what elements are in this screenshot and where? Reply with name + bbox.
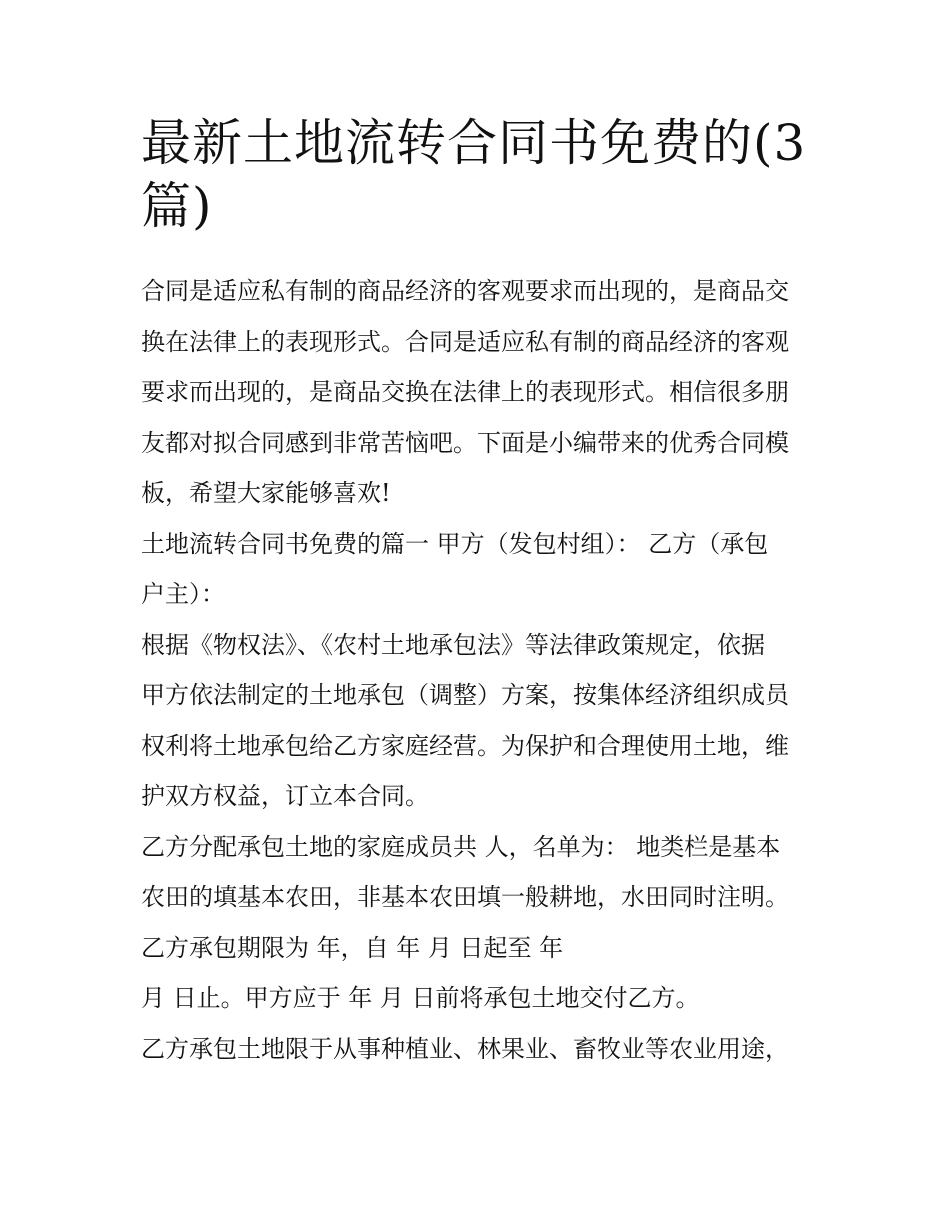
title-line-1: 最新土地流转合同书免费的(3 [141,114,807,172]
text-line: 友都对拟合同感到非常苦恼吧。下面是小编带来的优秀合同模 [141,428,789,457]
paragraph-usage [141,1024,813,1075]
document-title [141,112,813,238]
text-line: 换在法律上的表现形式。合同是适应私有制的商品经济的客观 [141,327,789,356]
text-line: 农田的填基本农田，非基本农田填一般耕地，水田同时注明。 [141,883,789,911]
text-line: 乙方承包期限为 年，自 年 月 日起至 年 [141,933,564,962]
text-line: 根据《物权法》、《农村土地承包法》等法律政策规定，依据 [141,630,765,659]
paragraph-intro [141,266,813,519]
document-page [141,112,813,1074]
text-line: 乙方承包土地限于从事种植业、林果业、畜牧业等农业用途， [141,1034,789,1063]
text-line: 权利将土地承包给乙方家庭经营。为保护和合理使用土地，维 [141,731,789,760]
text-line: 月 日止。甲方应于 年 月 日前将承包土地交付乙方。 [141,984,700,1012]
text-line: 户主）： [141,580,225,608]
text-line: 要求而出现的，是商品交换在法律上的表现形式。相信很多朋 [141,378,789,406]
paragraph-basis [141,620,813,822]
title-line-2: 篇) [141,177,213,235]
text-line: 护双方权益，订立本合同。 [141,782,429,810]
text-line: 甲方依法制定的土地承包（调整）方案，按集体经济组织成员 [141,681,789,709]
text-line: 乙方分配承包土地的家庭成员共 人，名单为： 地类栏是基本 [141,832,781,861]
paragraph-term-end [141,973,813,1024]
text-line: 板，希望大家能够喜欢! [141,479,391,507]
paragraph-parties [141,519,813,620]
paragraph-members [141,822,813,974]
text-line: 合同是适应私有制的商品经济的客观要求而出现的，是商品交 [141,277,789,305]
text-line: 土地流转合同书免费的篇一 甲方（发包村组）： 乙方（承包 [141,529,769,558]
